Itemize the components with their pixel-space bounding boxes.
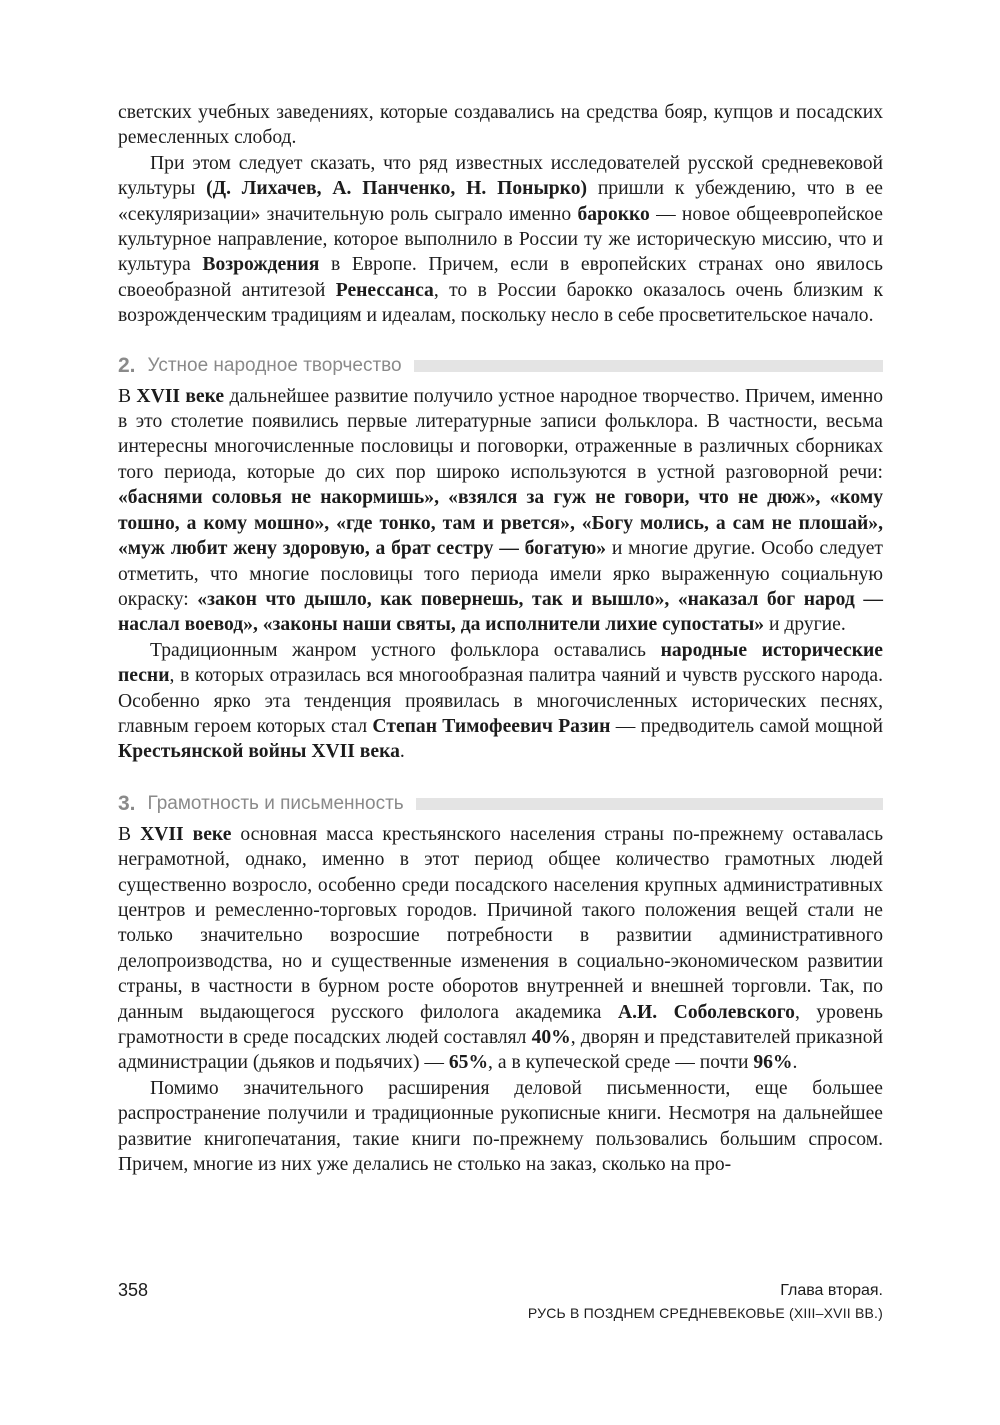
section-heading bbox=[118, 792, 883, 816]
bold-text: XVII веке bbox=[136, 385, 225, 407]
paragraph bbox=[118, 384, 883, 638]
bold-text: «закон что дышло, как повернешь, так и вышло», «наказал бог народ — наслал воевод», «законы наши святы, да исполнители лихие супостаты» bbox=[118, 588, 883, 636]
text-run: и многие другие. Особо следует отметить, что многие пословицы того периода имели ярко выраженную социальную окраску: bbox=[118, 538, 883, 610]
text-run: светских учебных заведениях, которые создавались на средства бояр, купцов и посадских ремесленных слобод. bbox=[118, 102, 883, 149]
text-run: При этом следует сказать, что ряд известных исследователей русской средневековой культуры bbox=[118, 152, 883, 200]
bold-text: народные исторические песни bbox=[118, 639, 883, 687]
paragraph bbox=[118, 1076, 883, 1178]
bold-text: Ренессанса bbox=[335, 279, 434, 301]
bold-text: (Д. Лихачев, А. Панченко, Н. Понырко) bbox=[206, 178, 588, 200]
bold-text: 65% bbox=[448, 1052, 489, 1074]
text-run: В bbox=[118, 823, 141, 845]
text-run: , то в России барокко оказалось очень близким к возрожденческим традициям и идеалам, поскольку несло в себе просветительское начало. bbox=[118, 279, 884, 327]
page-number: 358 bbox=[118, 1280, 149, 1300]
text-run: Традиционным жанром устного фольклора оставались bbox=[150, 639, 661, 661]
text-run: , дворян и представителей приказной администрации (дьяков и подьячих) — bbox=[118, 1027, 884, 1074]
running-header bbox=[528, 1280, 883, 1324]
bold-text: А.И. Соболевского bbox=[618, 1001, 795, 1023]
text-run: Помимо значительного расширения деловой письменности, еще большее распространение получили и традиционные рукописные книги. Несмотря на дальнейшее развитие книгопечатания, такие книги по-прежнему пользовались большим спросом. Причем, многие из них уже делались не столько на заказ, сколько на про- bbox=[118, 1077, 883, 1176]
section-title: Грамотность и письменность bbox=[147, 792, 404, 814]
text-run: основная масса крестьянского населения страны по-прежнему оставалась неграмотной, однако, именно в этот период общее количество грамотных людей существенно возросло, особенно среди посадского населения крупных административных центров и ремесленно-торговых городов. Причиной такого положения вещей стали не только значительно возросшие потребности в развитии административного делопроизводства, но и существенные изменения в социально-экономическом развитии страны, в частности в бурном росте оборотов внутренней и внешней торговли. Так, по данным выдающегося русского филолога академика bbox=[118, 823, 884, 1023]
section-title: Устное народное творчество bbox=[147, 354, 402, 376]
bold-text: «баснями соловья не накормишь», «взялся за гуж не говори, что не дюж», «кому тошно, а кому мошно», «где тонко, там и рвется», «Богу молись, а сам не плошай», «муж любит жену здоровую, а брат сестру — богатую» bbox=[118, 487, 883, 560]
bold-text: 40% bbox=[531, 1027, 571, 1048]
bold-text: XVII веке bbox=[140, 823, 232, 845]
text-run: В bbox=[118, 385, 137, 407]
section-number: 2. bbox=[118, 353, 136, 377]
paragraph bbox=[118, 151, 883, 329]
section-number: 3. bbox=[118, 791, 136, 815]
page-body bbox=[118, 100, 883, 1177]
heading-rule bbox=[416, 798, 883, 810]
chapter-subtitle: РУСЬ В ПОЗДНЕМ СРЕДНЕВЕКОВЬЕ (XIII–XVII ВВ.) bbox=[527, 1305, 883, 1321]
section-heading bbox=[118, 354, 883, 378]
text-run: в Европе. Причем, если в европейских странах оно явилось своеобразной антитезой bbox=[118, 254, 883, 301]
text-run: дальнейшее развитие получило устное народное творчество. Причем, именно в это столетие появились первые литературные записи фольклора. В частности, весьма интересны многочисленные пословицы и поговорки, отраженные в различных сборниках того периода, которые до сих пор широко используются в устной разговорной речи: bbox=[118, 385, 883, 483]
text-run: . bbox=[399, 741, 405, 763]
text-run: — новое общеевропейское культурное направление, которое выполнило в России ту же историческую миссию, что и культура bbox=[118, 203, 883, 276]
bold-text: 96% bbox=[753, 1052, 793, 1074]
paragraph bbox=[118, 638, 883, 765]
paragraph bbox=[118, 100, 883, 151]
paragraph bbox=[118, 822, 883, 1076]
text-run: , а в купеческой среде — почти bbox=[488, 1052, 754, 1074]
heading-rule bbox=[414, 360, 883, 372]
text-run: , в которых отразилась вся многообразная палитра чаяний и чувств русского народа. Особенно ярко эта тенденция проявилась в многочисленных исторических песнях, главным героем которых стал bbox=[118, 665, 883, 737]
bold-text: Крестьянской войны XVII века bbox=[118, 741, 400, 763]
bold-text: Возрождения bbox=[202, 254, 320, 276]
text-run: , уровень грамотности в среде посадских людей составлял bbox=[118, 1001, 883, 1048]
bold-text: барокко bbox=[577, 203, 650, 225]
text-run: пришли к убеждению, что в ее «секуляризации» значительную роль сыграло именно bbox=[118, 178, 884, 225]
bold-text: Степан Тимофеевич Разин bbox=[372, 715, 611, 737]
text-run: — предводитель самой мощной bbox=[610, 715, 883, 737]
text-run: . bbox=[792, 1052, 798, 1074]
chapter-title: Глава вторая. bbox=[780, 1282, 883, 1299]
text-run: и другие. bbox=[764, 614, 846, 636]
